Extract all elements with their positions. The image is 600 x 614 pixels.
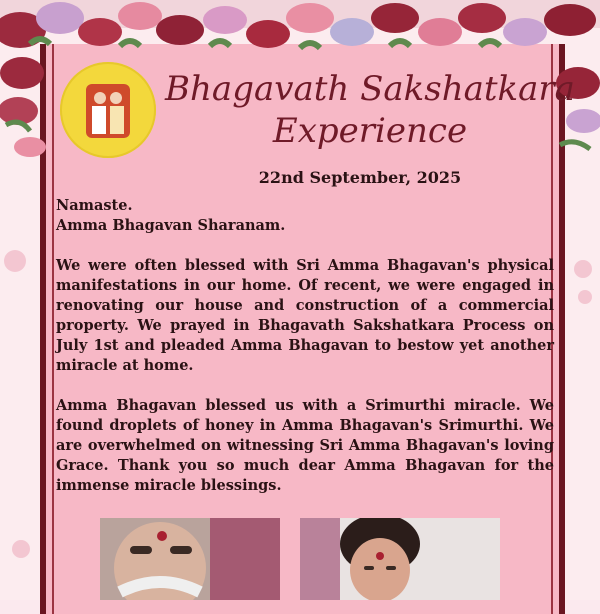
letter-date: 22nd September, 2025	[258, 168, 462, 187]
page-title	[160, 68, 580, 152]
bhagavan-portrait-icon	[100, 518, 280, 600]
paragraph-2: Amma Bhagavan blessed us with a Srimurthi miracle. We found droplets of honey in Amma Bhagavan's Srimurthi. We are overwhelmed on witnessing Sri Amma Bhagavan's loving Grace. Thank you so much dear Amma Bhagavan for the immense miracle blessings.	[56, 397, 554, 494]
decorative-flower	[4, 250, 26, 272]
greeting-1: Namaste.	[56, 197, 133, 214]
decorative-flower	[574, 260, 592, 278]
greeting-2: Amma Bhagavan Sharanam.	[56, 217, 286, 234]
decorative-flower	[12, 540, 30, 558]
deity-emblem-icon	[60, 62, 156, 158]
paragraph-1: We were often blessed with Sri Amma Bhagavan's physical manifestations in our home. Of recent, we were engaged in renovating our house and construction of a commercial property. We prayed in Bhagavath Sakshatkara Process on July 1st and pleaded Amma Bhagavan to bestow yet another miracle at home.	[56, 257, 554, 374]
decorative-flower	[578, 290, 592, 304]
photo-bhagavan	[100, 518, 280, 600]
photo-strip	[100, 518, 520, 600]
floral-garland-icon	[0, 0, 600, 70]
letter-body	[56, 196, 554, 516]
title-line-2: Experience	[272, 111, 468, 151]
photo-amma	[300, 518, 500, 600]
deity-figures-icon	[60, 62, 156, 158]
amma-portrait-icon	[300, 518, 500, 600]
title-line-1: Bhagavath Sakshatkara	[165, 69, 575, 109]
